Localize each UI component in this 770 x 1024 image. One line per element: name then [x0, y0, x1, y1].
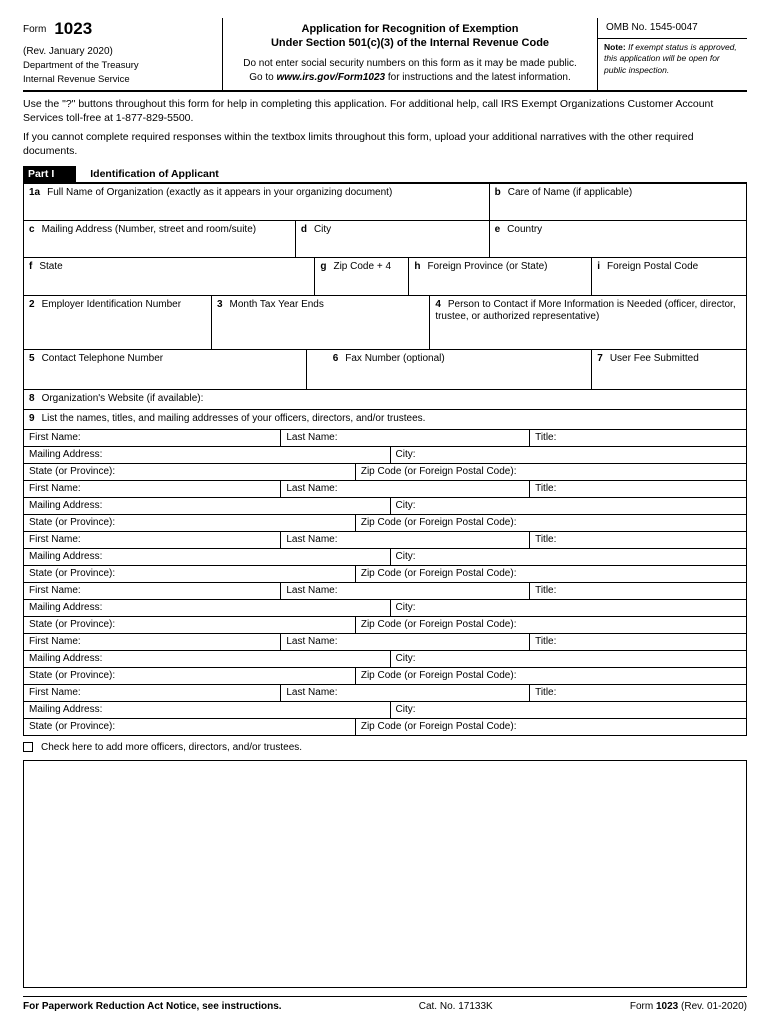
- officer-city-label: City:: [395, 652, 416, 664]
- field-3-number: 3: [216, 298, 223, 310]
- officer-state-field[interactable]: [24, 566, 356, 583]
- officer-state-label: State (or Province):: [29, 618, 116, 630]
- officer-first-name-field[interactable]: [24, 685, 281, 702]
- grid-row-3: [24, 258, 747, 296]
- officer-city-field[interactable]: [391, 702, 747, 719]
- officer-first-name-field[interactable]: [24, 634, 281, 651]
- officer-mailing-address-field[interactable]: [24, 447, 391, 464]
- form-title-line-2: Under Section 501(c)(3) of the Internal Revenue Code: [270, 37, 550, 50]
- officer-address-row: [24, 651, 747, 668]
- field-2-ein[interactable]: [24, 296, 212, 350]
- officer-name-row: [24, 481, 747, 498]
- part-1-title: Identification of Applicant: [90, 167, 219, 180]
- part-1-label: Part I: [23, 166, 76, 182]
- field-1g-label: Zip Code + 4: [333, 260, 392, 272]
- officer-mailing-address-label: Mailing Address:: [29, 499, 103, 511]
- officer-address-row: [24, 702, 747, 719]
- officer-name-row: [24, 532, 747, 549]
- go-to-post: for instructions and the latest information.: [385, 71, 571, 83]
- officer-state-field[interactable]: [24, 464, 356, 481]
- agency-line-2: Internal Revenue Service: [23, 74, 130, 85]
- field-8-number: 8: [29, 392, 35, 404]
- officer-first-name-field[interactable]: [24, 532, 281, 549]
- footer-form-rev: (Rev. 01-2020): [681, 1000, 747, 1012]
- officer-city-field[interactable]: [391, 447, 747, 464]
- officer-zip-field[interactable]: [356, 719, 747, 736]
- field-1a-full-name[interactable]: [24, 184, 490, 221]
- officer-mailing-address-label: Mailing Address:: [29, 550, 103, 562]
- officer-last-name-field[interactable]: [281, 685, 530, 702]
- officer-address-row: [24, 498, 747, 515]
- part-1-bar: [23, 166, 747, 184]
- officer-block: [24, 583, 747, 634]
- officer-first-name-field[interactable]: [24, 583, 281, 600]
- officer-zip-field[interactable]: [356, 668, 747, 685]
- intro-section: [23, 98, 747, 159]
- field-1a-label: Full Name of Organization (exactly as it appears in your organizing document): [47, 186, 393, 198]
- officer-last-name-label: Last Name:: [286, 686, 338, 698]
- officer-title-field[interactable]: [530, 481, 747, 498]
- officer-zip-field[interactable]: [356, 566, 747, 583]
- note-text: If exempt status is approved, this application will be open for public inspection.: [604, 42, 737, 75]
- grid-row-8: [24, 390, 747, 410]
- officer-city-label: City:: [395, 703, 416, 715]
- officer-state-zip-row: [24, 668, 747, 685]
- officer-block: [24, 481, 747, 532]
- officer-last-name-label: Last Name:: [286, 584, 338, 596]
- officer-state-zip-row: [24, 719, 747, 736]
- officer-address-row: [24, 447, 747, 464]
- add-more-officers-label: Check here to add more officers, directors, and/or trustees.: [41, 741, 303, 753]
- officer-mailing-address-field[interactable]: [24, 498, 391, 515]
- officer-title-label: Title:: [535, 686, 557, 698]
- officer-last-name-field[interactable]: [281, 583, 530, 600]
- officer-last-name-field[interactable]: [281, 481, 530, 498]
- add-more-officers-row: [23, 742, 747, 753]
- officer-city-field[interactable]: [391, 651, 747, 668]
- field-6-label: Fax Number (optional): [345, 352, 445, 364]
- officer-city-label: City:: [395, 499, 416, 511]
- officer-state-zip-row: [24, 566, 747, 583]
- officer-address-row: [24, 600, 747, 617]
- officer-first-name-field[interactable]: [24, 430, 281, 447]
- officer-zip-field[interactable]: [356, 515, 747, 532]
- field-9-number: 9: [29, 412, 35, 424]
- footer-form-number: 1023: [655, 1000, 679, 1012]
- field-3-label: Month Tax Year Ends: [229, 298, 324, 310]
- officer-first-name-label: First Name:: [29, 431, 81, 443]
- note-label: Note:: [604, 42, 626, 52]
- line-9-officers-heading: [24, 410, 747, 430]
- officer-city-field[interactable]: [391, 498, 747, 515]
- field-5-phone[interactable]: [24, 350, 307, 390]
- form-number-line: [23, 20, 216, 37]
- field-6-fax[interactable]: [307, 350, 593, 390]
- field-9-label: List the names, titles, and mailing addresses of your officers, directors, and/or trustees.: [41, 412, 426, 424]
- field-5-label: Contact Telephone Number: [41, 352, 164, 364]
- officer-title-field[interactable]: [530, 583, 747, 600]
- officer-first-name-field[interactable]: [24, 481, 281, 498]
- field-1c-number: c: [29, 223, 35, 235]
- field-1e-label: Country: [507, 223, 543, 235]
- officer-city-field[interactable]: [391, 600, 747, 617]
- officer-last-name-field[interactable]: [281, 430, 530, 447]
- form-title-line-1: Application for Recognition of Exemption: [301, 23, 519, 35]
- officer-first-name-label: First Name:: [29, 533, 81, 545]
- field-1f-number: f: [29, 260, 33, 272]
- officer-zip-field[interactable]: [356, 617, 747, 634]
- field-7-label: User Fee Submitted: [609, 352, 699, 364]
- officer-first-name-label: First Name:: [29, 686, 81, 698]
- go-to-instruction: [233, 72, 587, 83]
- officer-block: [24, 430, 747, 481]
- officer-name-row: [24, 634, 747, 651]
- officer-last-name-label: Last Name:: [286, 635, 338, 647]
- identification-grid: [23, 184, 747, 430]
- field-1h-foreign-province[interactable]: [409, 258, 592, 296]
- form-id-block: [23, 18, 223, 90]
- officer-last-name-label: Last Name:: [286, 533, 338, 545]
- field-1i-number: i: [597, 260, 601, 272]
- officer-mailing-address-field[interactable]: [24, 549, 391, 566]
- officer-state-zip-row: [24, 617, 747, 634]
- officer-title-field[interactable]: [530, 430, 747, 447]
- officer-first-name-label: First Name:: [29, 635, 81, 647]
- field-1i-foreign-postal-code[interactable]: [592, 258, 747, 296]
- field-1h-label: Foreign Province (or State): [427, 260, 548, 272]
- help-paragraph: Use the "?" buttons throughout this form for help in completing this application. For additional help, call IRS Exempt Organizations Customer Account Services toll-free at 1-877-829-5500.: [23, 98, 714, 124]
- field-1f-label: State: [39, 260, 63, 272]
- field-1c-mailing-address[interactable]: [24, 221, 296, 258]
- field-1g-zip[interactable]: [315, 258, 409, 296]
- grid-row-9: [24, 410, 747, 430]
- field-8-label: Organization's Website (if available):: [41, 392, 204, 404]
- officer-name-row: [24, 430, 747, 447]
- narrative-paragraph: If you cannot complete required responses within the textbox limits throughout this form, upload your additional narratives with the other required documents.: [23, 131, 694, 157]
- field-8-website[interactable]: [24, 390, 747, 410]
- officer-title-label: Title:: [535, 482, 557, 494]
- field-1a-number: 1a: [29, 186, 41, 198]
- officer-first-name-label: First Name:: [29, 584, 81, 596]
- officer-state-label: State (or Province):: [29, 669, 116, 681]
- grid-row-4: [24, 296, 747, 350]
- form-title-block: [223, 18, 597, 90]
- officer-title-field[interactable]: [530, 532, 747, 549]
- footer-form-word: Form: [629, 1000, 654, 1012]
- field-7-number: 7: [597, 352, 603, 364]
- officer-state-label: State (or Province):: [29, 567, 116, 579]
- form-revision: (Rev. January 2020): [23, 46, 113, 57]
- agency-line-1: Department of the Treasury: [23, 60, 139, 71]
- field-6-number: 6: [332, 352, 339, 364]
- field-1b-number: b: [494, 186, 501, 198]
- officer-city-label: City:: [395, 601, 416, 613]
- field-2-label: Employer Identification Number: [41, 298, 182, 310]
- officer-block: [24, 685, 747, 736]
- form-word: Form: [23, 24, 47, 35]
- officer-zip-label: Zip Code (or Foreign Postal Code):: [360, 465, 517, 477]
- grid-row-5: [24, 350, 747, 390]
- field-1b-label: Care of Name (if applicable): [507, 186, 633, 198]
- officer-zip-label: Zip Code (or Foreign Postal Code):: [360, 618, 517, 630]
- field-1f-state[interactable]: [24, 258, 315, 296]
- officer-mailing-address-label: Mailing Address:: [29, 448, 103, 460]
- officer-last-name-label: Last Name:: [286, 431, 338, 443]
- field-1e-number: e: [494, 223, 501, 235]
- catalog-number: Cat. No. 17133K: [418, 1000, 493, 1012]
- field-1d-label: City: [313, 223, 332, 235]
- officer-state-field[interactable]: [24, 515, 356, 532]
- omb-block: [597, 18, 747, 90]
- officer-zip-label: Zip Code (or Foreign Postal Code):: [360, 567, 517, 579]
- field-1d-city[interactable]: [296, 221, 490, 258]
- officer-first-name-label: First Name:: [29, 482, 81, 494]
- ssn-warning: Do not enter social security numbers on this form as it may be made public.: [243, 57, 577, 69]
- officer-block: [24, 634, 747, 685]
- public-inspection-note: [598, 39, 747, 79]
- field-1d-number: d: [300, 223, 307, 235]
- field-1e-country[interactable]: [490, 221, 747, 258]
- add-more-officers-checkbox[interactable]: [23, 742, 33, 752]
- field-1h-number: h: [414, 260, 421, 272]
- officer-mailing-address-label: Mailing Address:: [29, 652, 103, 664]
- form-header: [23, 18, 747, 92]
- field-4-contact-person[interactable]: [430, 296, 747, 350]
- field-1i-label: Foreign Postal Code: [607, 260, 699, 272]
- officer-mailing-address-label: Mailing Address:: [29, 601, 103, 613]
- officer-city-field[interactable]: [391, 549, 747, 566]
- field-1g-number: g: [320, 260, 327, 272]
- officer-zip-field[interactable]: [356, 464, 747, 481]
- page-footer: [23, 996, 747, 1012]
- officer-title-label: Title:: [535, 635, 557, 647]
- form-number: 1023: [54, 19, 93, 38]
- footer-form-id: [630, 1001, 747, 1012]
- officer-state-zip-row: [24, 464, 747, 481]
- field-4-label: Person to Contact if More Information is Needed (officer, director, trustee, or authorized representative): [435, 298, 736, 323]
- officer-mailing-address-field[interactable]: [24, 702, 391, 719]
- additional-officers-textbox[interactable]: [23, 760, 747, 988]
- omb-number: OMB No. 1545-0047: [598, 18, 747, 39]
- officer-state-field[interactable]: [24, 617, 356, 634]
- officer-list: [23, 430, 747, 736]
- officer-address-row: [24, 549, 747, 566]
- officer-mailing-address-label: Mailing Address:: [29, 703, 103, 715]
- field-4-number: 4: [435, 298, 441, 310]
- field-1b-care-of-name[interactable]: [490, 184, 747, 221]
- officer-mailing-address-field[interactable]: [24, 651, 391, 668]
- officer-mailing-address-field[interactable]: [24, 600, 391, 617]
- officer-title-label: Title:: [535, 533, 557, 545]
- officer-state-label: State (or Province):: [29, 720, 116, 732]
- officer-state-field[interactable]: [24, 719, 356, 736]
- paperwork-reduction-notice: For Paperwork Reduction Act Notice, see instructions.: [23, 1000, 282, 1012]
- officer-city-label: City:: [395, 550, 416, 562]
- officer-name-row: [24, 583, 747, 600]
- go-to-pre: Go to: [249, 71, 277, 83]
- officer-name-row: [24, 685, 747, 702]
- field-1c-label: Mailing Address (Number, street and room/suite): [41, 223, 257, 235]
- grid-row-1: [24, 184, 747, 221]
- irs-url: www.irs.gov/Form1023: [276, 71, 386, 83]
- officer-state-field[interactable]: [24, 668, 356, 685]
- officer-title-label: Title:: [535, 431, 557, 443]
- officer-title-label: Title:: [535, 584, 557, 596]
- field-2-number: 2: [29, 298, 35, 310]
- officer-zip-label: Zip Code (or Foreign Postal Code):: [360, 516, 517, 528]
- officer-title-field[interactable]: [530, 685, 747, 702]
- officer-zip-label: Zip Code (or Foreign Postal Code):: [360, 720, 517, 732]
- officer-last-name-label: Last Name:: [286, 482, 338, 494]
- field-7-user-fee[interactable]: [592, 350, 747, 390]
- officer-block: [24, 532, 747, 583]
- officer-state-label: State (or Province):: [29, 516, 116, 528]
- officer-state-label: State (or Province):: [29, 465, 116, 477]
- officer-zip-label: Zip Code (or Foreign Postal Code):: [360, 669, 517, 681]
- officer-state-zip-row: [24, 515, 747, 532]
- officer-city-label: City:: [395, 448, 416, 460]
- field-3-tax-year-month[interactable]: [212, 296, 430, 350]
- officer-title-field[interactable]: [530, 634, 747, 651]
- grid-row-2: [24, 221, 747, 258]
- officer-last-name-field[interactable]: [281, 634, 530, 651]
- officer-last-name-field[interactable]: [281, 532, 530, 549]
- field-5-number: 5: [29, 352, 35, 364]
